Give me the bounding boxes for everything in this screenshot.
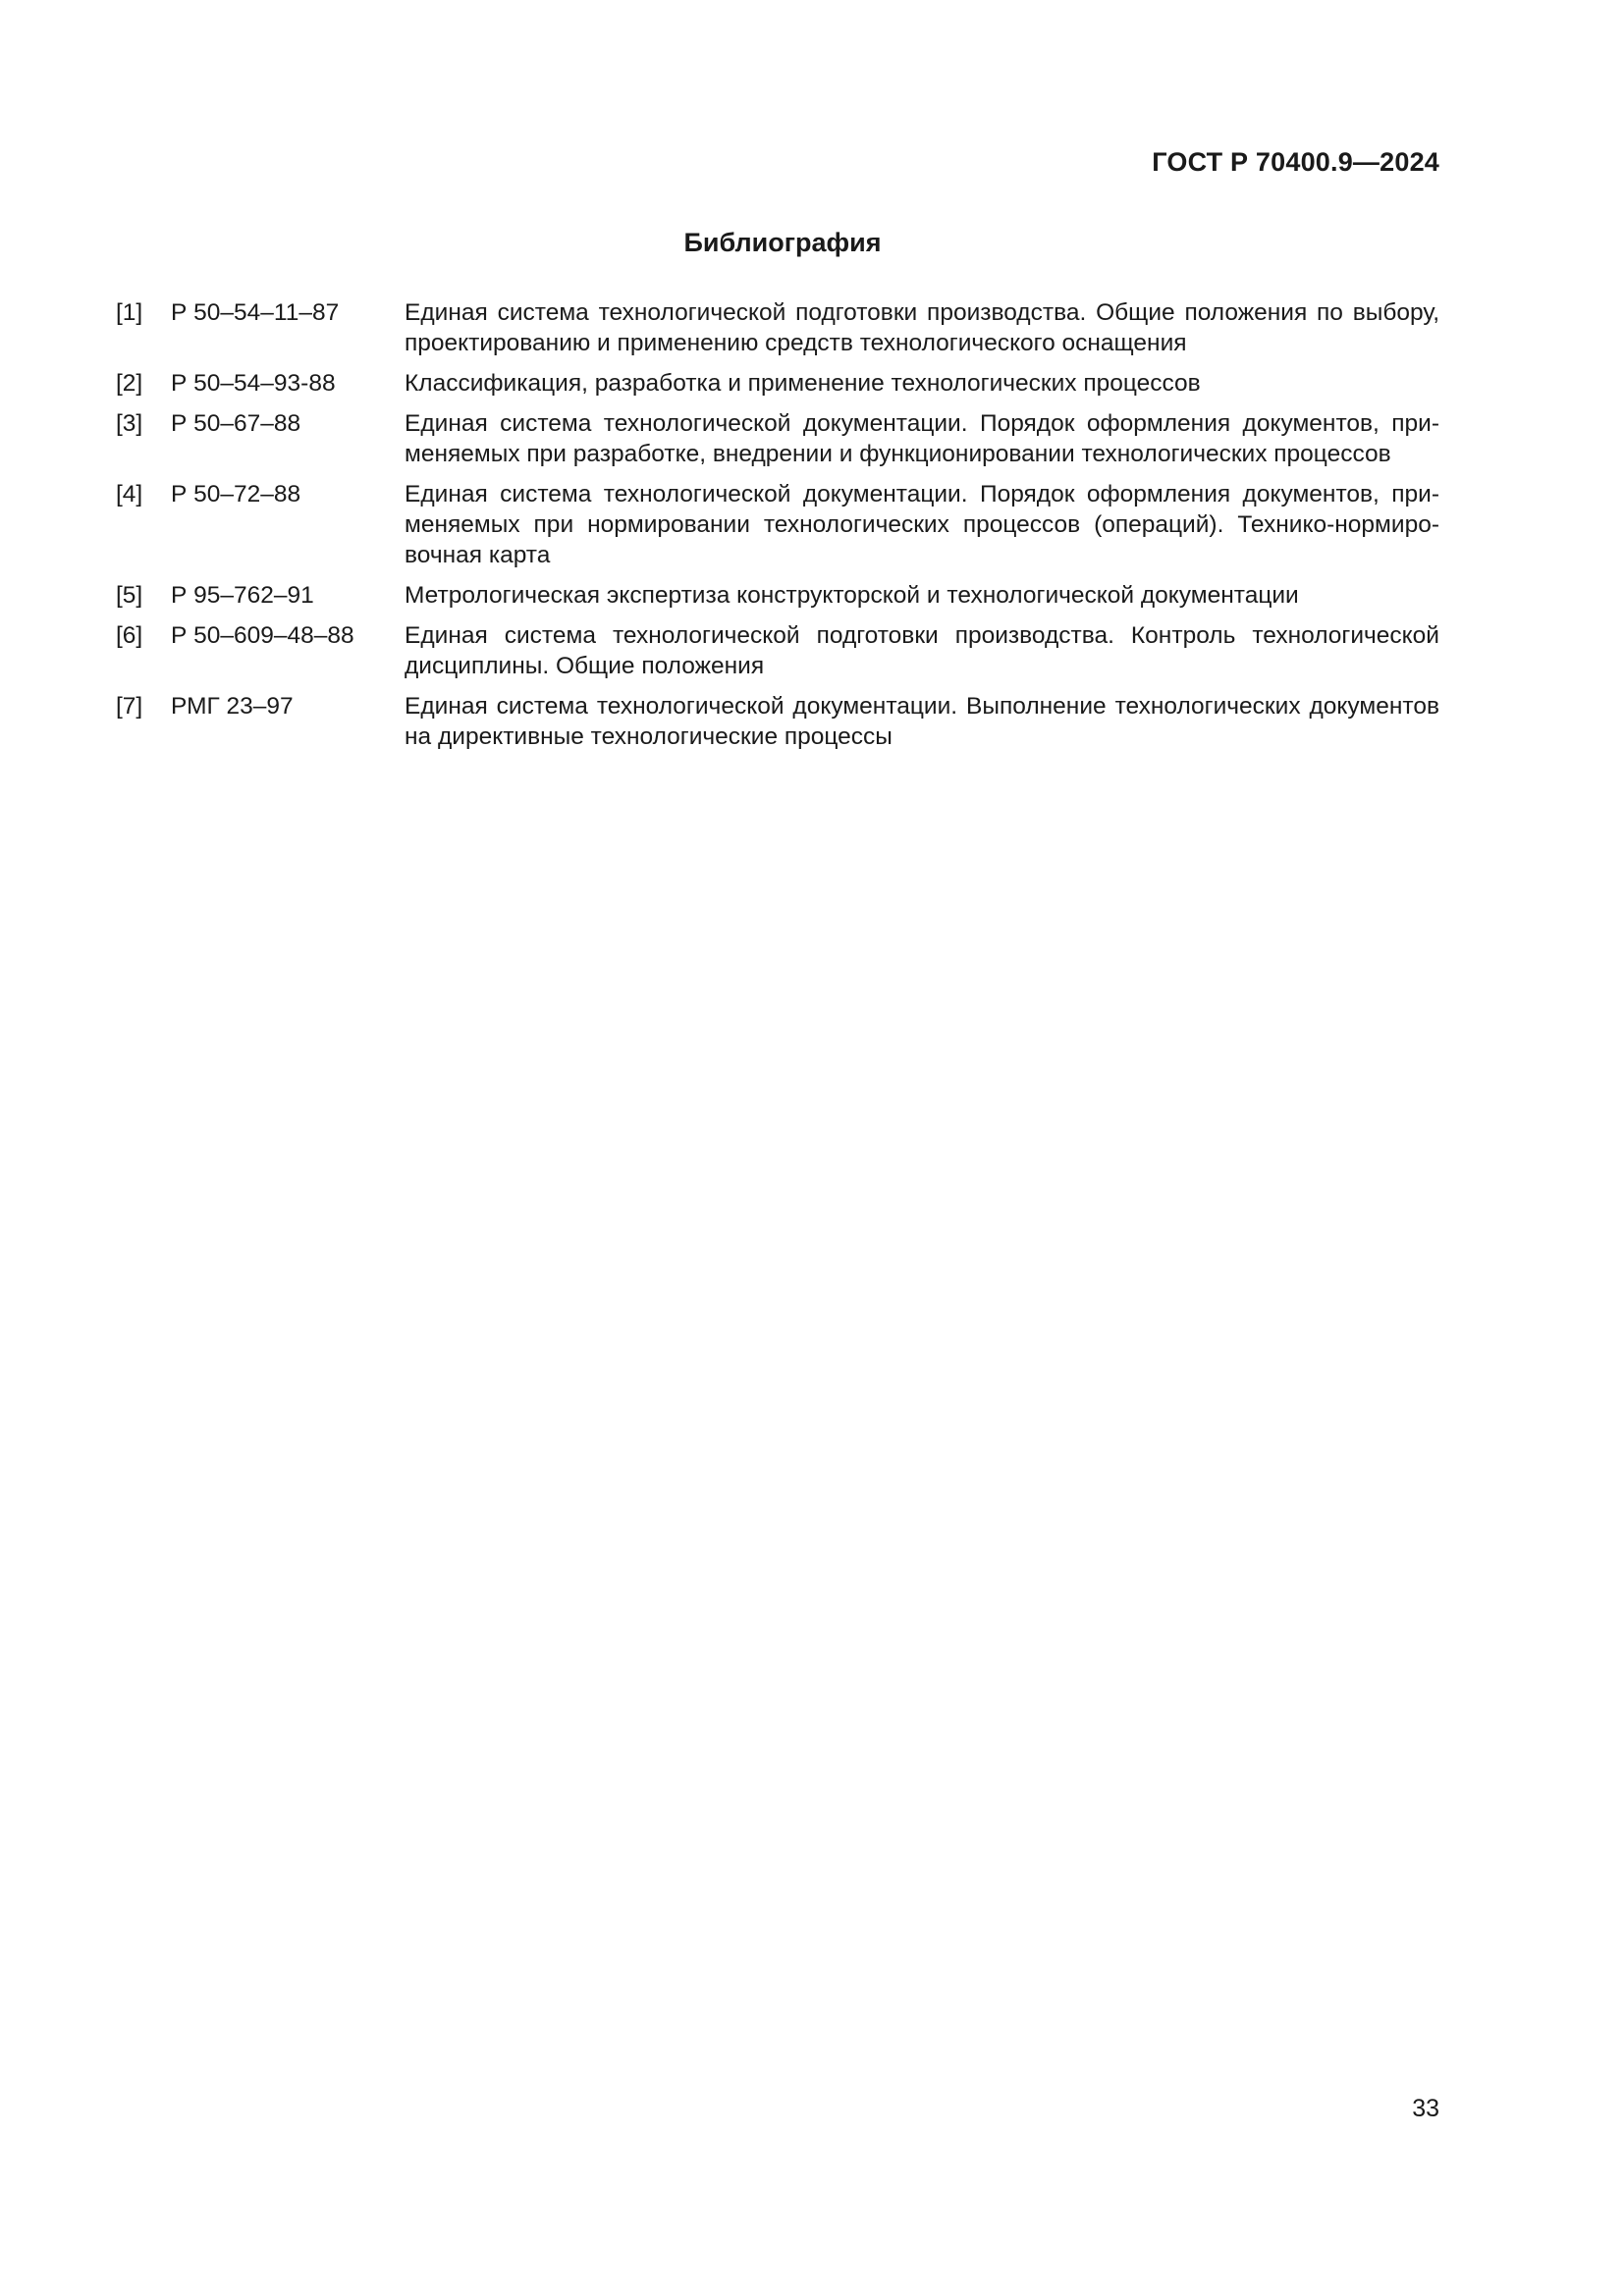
entry-reference: РМГ 23–97 xyxy=(171,693,294,720)
entry-number: [7] xyxy=(116,693,143,720)
entry-title: Единая система технологической подготовки производства. Контроль технологической дисциплины. Общие положения xyxy=(405,622,1439,679)
entry-number: [2] xyxy=(116,370,143,397)
bibliography-entry xyxy=(116,580,1439,611)
page-number: 33 xyxy=(1412,2095,1439,2122)
entry-number: [1] xyxy=(116,299,143,326)
bibliography-entry xyxy=(116,297,1439,358)
entry-number: [4] xyxy=(116,481,143,507)
entry-title: Классификация, разработка и применение технологических процессов xyxy=(405,370,1201,397)
document-code: ГОСТ Р 70400.9—2024 xyxy=(1152,147,1439,177)
entry-number: [6] xyxy=(116,622,143,649)
entry-title: Единая система технологической документации. Порядок оформления документов, применяемых при разработке, внедрении и функционировании технологических процессов xyxy=(405,410,1439,467)
entry-reference: Р 50–67–88 xyxy=(171,410,301,437)
entry-number: [5] xyxy=(116,582,143,609)
bibliography-title: Библиография xyxy=(683,228,882,257)
entry-title: Единая система технологической документации. Выполнение технологических документов на директивные технологические процессы xyxy=(405,693,1439,750)
entry-title: Единая система технологической подготовки производства. Общие положения по выбору, проектированию и применению средств технологического оснащения xyxy=(405,299,1439,356)
entry-title: Метрологическая экспертиза конструкторской и технологической документации xyxy=(405,582,1299,609)
entry-reference: Р 95–762–91 xyxy=(171,582,314,609)
bibliography-entry xyxy=(116,368,1439,399)
bibliography-entry xyxy=(116,479,1439,570)
bibliography-entry xyxy=(116,408,1439,469)
entry-reference: Р 50–54–93-88 xyxy=(171,370,336,397)
entry-title: Единая система технологической документации. Порядок оформления документов, применяемых при нормировании технологических процессов (операций). Технико-нормировочная карта xyxy=(405,481,1439,568)
entry-number: [3] xyxy=(116,410,143,437)
bibliography-entry xyxy=(116,691,1439,752)
bibliography-entry xyxy=(116,620,1439,681)
bibliography-list xyxy=(116,297,1439,762)
entry-reference: Р 50–72–88 xyxy=(171,481,301,507)
entry-reference: Р 50–609–48–88 xyxy=(171,622,354,649)
entry-reference: Р 50–54–11–87 xyxy=(171,299,340,326)
